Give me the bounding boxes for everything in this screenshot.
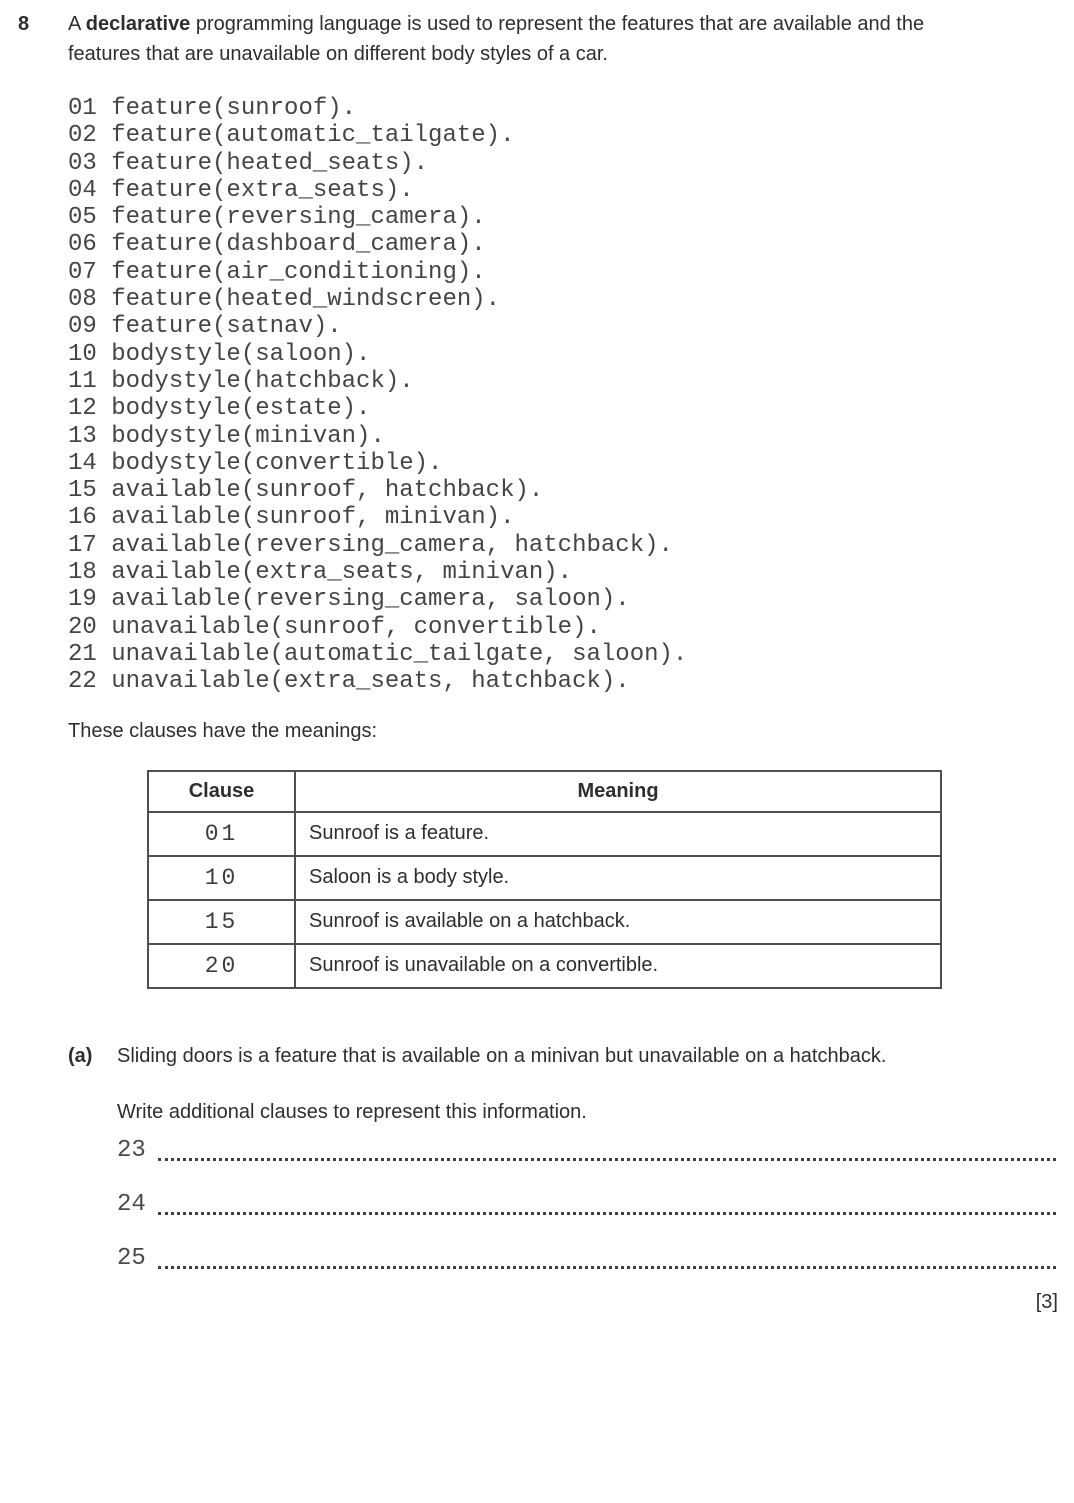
table-row bbox=[148, 812, 941, 856]
code-line: 02 feature(automatic_tailgate). bbox=[68, 122, 515, 150]
meaning-cell: Sunroof is a feature. bbox=[295, 812, 941, 856]
answer-lines-block bbox=[117, 1135, 1056, 1273]
code-line: 12 bodystyle(estate). bbox=[68, 395, 371, 423]
clause-meaning-table bbox=[147, 770, 942, 989]
intro-line2: features that are unavailable on different body styles of a car. bbox=[68, 43, 608, 65]
answer-dotted-line bbox=[158, 1158, 1056, 1161]
meaning-cell: Sunroof is unavailable on a convertible. bbox=[295, 944, 941, 988]
code-line: 04 feature(extra_seats). bbox=[68, 176, 414, 204]
code-line: 06 feature(dashboard_camera). bbox=[68, 231, 486, 259]
meaning-column-header: Meaning bbox=[295, 771, 941, 812]
part-a-instruction: Write additional clauses to represent this information. bbox=[117, 1100, 587, 1123]
code-line: 11 bodystyle(hatchback). bbox=[68, 367, 414, 395]
code-line: 07 feature(air_conditioning). bbox=[68, 258, 486, 286]
answer-line-number: 24 bbox=[117, 1190, 146, 1218]
answer-line bbox=[117, 1135, 1056, 1165]
clause-number-cell: 15 bbox=[148, 900, 295, 944]
code-line: 01 feature(sunroof). bbox=[68, 95, 357, 122]
code-line: 08 feature(heated_windscreen). bbox=[68, 286, 501, 314]
answer-dotted-line bbox=[158, 1266, 1056, 1269]
intro-prefix: A bbox=[68, 13, 86, 35]
code-line: 21 unavailable(automatic_tailgate, saloon). bbox=[68, 640, 688, 668]
question-number: 8 bbox=[18, 13, 30, 35]
answer-line-number: 23 bbox=[117, 1136, 146, 1164]
clause-number-cell: 01 bbox=[148, 812, 295, 856]
code-line: 16 available(sunroof, minivan). bbox=[68, 504, 515, 532]
part-a-label: (a) bbox=[68, 1044, 93, 1067]
prolog-code-listing bbox=[68, 95, 1074, 696]
meaning-cell: Saloon is a body style. bbox=[295, 856, 941, 900]
code-line: 20 unavailable(sunroof, convertible). bbox=[68, 613, 601, 641]
table-header-row bbox=[148, 771, 941, 812]
clause-column-header: Clause bbox=[148, 771, 295, 812]
code-line: 14 bodystyle(convertible). bbox=[68, 449, 443, 477]
intro-line1-rest: programming language is used to represent the features that are available and the bbox=[190, 13, 925, 35]
meaning-cell: Sunroof is available on a hatchback. bbox=[295, 900, 941, 944]
table-row bbox=[148, 944, 941, 988]
part-a-row bbox=[0, 1041, 1074, 1071]
code-line: 15 available(sunroof, hatchback). bbox=[68, 477, 544, 505]
code-line: 13 bodystyle(minivan). bbox=[68, 422, 385, 450]
question-header bbox=[0, 0, 1074, 69]
code-line: 05 feature(reversing_camera). bbox=[68, 204, 486, 232]
table-row bbox=[148, 900, 941, 944]
intro-bold-keyword: declarative bbox=[85, 13, 191, 35]
clause-number-cell: 20 bbox=[148, 944, 295, 988]
answer-line-number: 25 bbox=[117, 1244, 146, 1272]
question-intro bbox=[68, 9, 1060, 69]
code-line: 03 feature(heated_seats). bbox=[68, 149, 429, 177]
code-line: 19 available(reversing_camera, saloon). bbox=[68, 586, 630, 614]
part-a-statement: Sliding doors is a feature that is available on a minivan but unavailable on a hatchback. bbox=[117, 1044, 887, 1067]
meanings-intro-text: These clauses have the meanings: bbox=[68, 719, 378, 742]
answer-line bbox=[117, 1189, 1056, 1219]
code-line: 18 available(extra_seats, minivan). bbox=[68, 559, 573, 587]
marks-allocation: [3] bbox=[1035, 1290, 1058, 1313]
answer-dotted-line bbox=[158, 1212, 1056, 1215]
code-line: 17 available(reversing_camera, hatchback). bbox=[68, 531, 673, 559]
code-line: 10 bodystyle(saloon). bbox=[68, 340, 371, 368]
code-line: 09 feature(satnav). bbox=[68, 313, 342, 341]
clause-number-cell: 10 bbox=[148, 856, 295, 900]
answer-line bbox=[117, 1243, 1056, 1273]
table-row bbox=[148, 856, 941, 900]
code-line: 22 unavailable(extra_seats, hatchback). bbox=[68, 668, 630, 696]
